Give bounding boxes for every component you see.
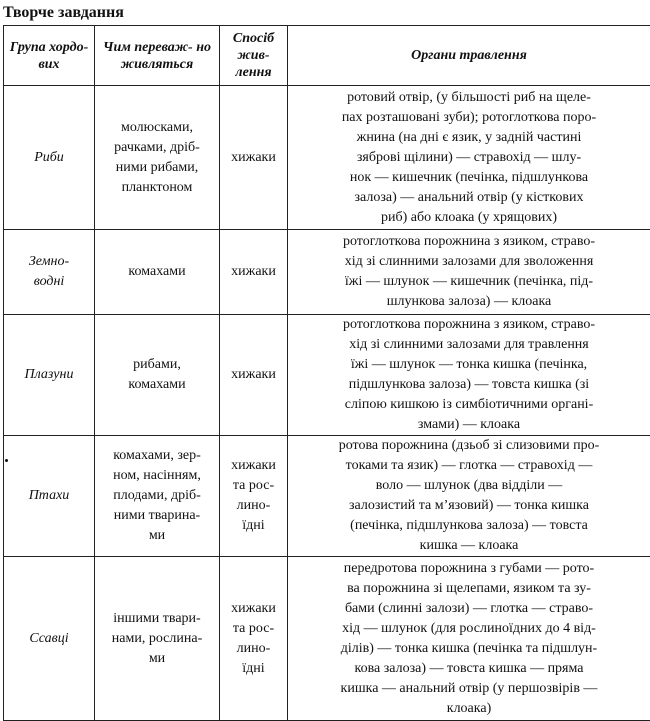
- method-line: та рос-: [220, 619, 287, 639]
- food-line: плодами, дріб-: [95, 486, 219, 506]
- organs-line: жнина (на дні є язик, у задній частині: [288, 128, 650, 148]
- header-method-line: Спосіб: [233, 31, 274, 46]
- header-food-line: но живляться: [121, 40, 211, 72]
- organs-line: підшлункова залоза) — товста кишка (зі: [288, 375, 650, 395]
- food-cell: [95, 230, 220, 315]
- header-group-line: вих: [38, 57, 59, 72]
- organs-line: нок — кишечник (печінка, підшлункова: [288, 168, 650, 188]
- header-group-line: Група: [10, 40, 46, 55]
- food-line: ном, насінням,: [95, 466, 219, 486]
- organs-line: їжі — шлунок — тонка кишка (печінка,: [288, 355, 650, 375]
- method-cell: [220, 315, 288, 436]
- organs-line: клоака): [288, 699, 650, 719]
- organs-line: ротовий отвір, (у більшості риб на щеле-: [288, 88, 650, 108]
- method-line: хижаки: [220, 599, 287, 619]
- group-line: Птахи: [4, 486, 94, 506]
- method-cell: [220, 557, 288, 721]
- method-line: та рос-: [220, 476, 287, 496]
- organs-line: бами (слинні залози) — глотка — страво-: [288, 599, 650, 619]
- organs-line: сліпою кишкою із симбіотичними органі-: [288, 395, 650, 415]
- organs-cell: [288, 557, 650, 721]
- food-cell: [95, 315, 220, 436]
- header-food-line: Чим переваж-: [103, 40, 193, 55]
- organs-line: кова залоза) — товста кишка — пряма: [288, 659, 650, 679]
- food-line: рибами,: [95, 355, 219, 375]
- method-cell: [220, 86, 288, 230]
- header-group: [4, 26, 95, 86]
- food-line: ними тварина-: [95, 506, 219, 526]
- organs-line: пах розташовані зуби); ротоглоткова поро-: [288, 108, 650, 128]
- organs-line: токами та язик) — глотка — стравохід —: [288, 456, 650, 476]
- food-line: ними рибами,: [95, 158, 219, 178]
- group-cell: [4, 436, 95, 557]
- food-line: молюсками,: [95, 118, 219, 138]
- header-method-line: жив-: [237, 48, 269, 63]
- page-title: Творче завдання: [3, 3, 124, 23]
- organs-line: зяброві щілини) — стравохід — шлу-: [288, 148, 650, 168]
- header-group-line: хордо-: [49, 40, 88, 55]
- method-line: хижаки: [220, 262, 287, 282]
- organs-line: кишка — анальний отвір (у першозвірів —: [288, 679, 650, 699]
- method-line: лино-: [220, 496, 287, 516]
- method-line: хижаки: [220, 456, 287, 476]
- food-line: ми: [95, 526, 219, 546]
- food-line: комахами: [95, 262, 219, 282]
- header-method: [220, 26, 288, 86]
- method-line: хижаки: [220, 365, 287, 385]
- food-line: комахами, зер-: [95, 446, 219, 466]
- organs-cell: [288, 315, 650, 436]
- organs-line: хід зі слинними залозами для зволоження: [288, 252, 650, 272]
- digestion-table: [3, 25, 650, 721]
- table-row: [4, 230, 650, 315]
- header-food: [95, 26, 220, 86]
- group-line: Риби: [4, 148, 94, 168]
- organs-line: залозистий та м’язовий) — тонка кишка: [288, 496, 650, 516]
- food-line: комахами: [95, 375, 219, 395]
- food-line: ми: [95, 649, 219, 669]
- organs-cell: [288, 436, 650, 557]
- organs-line: залоза) — анальний отвір (у кісткових: [288, 188, 650, 208]
- method-line: лино-: [220, 639, 287, 659]
- organs-line: кишка — клоака: [288, 536, 650, 556]
- organs-line: ротоглоткова порожнина з язиком, страво-: [288, 315, 650, 335]
- food-line: нами, рослина-: [95, 629, 219, 649]
- group-cell: [4, 86, 95, 230]
- organs-cell: [288, 230, 650, 315]
- food-line: іншими твари-: [95, 609, 219, 629]
- method-line: їдні: [220, 659, 287, 679]
- food-line: рачками, дріб-: [95, 138, 219, 158]
- table-row: [4, 315, 650, 436]
- organs-line: ротоглоткова порожнина з язиком, страво-: [288, 232, 650, 252]
- method-cell: [220, 436, 288, 557]
- organs-line: шлункова залоза) — клоака: [288, 292, 650, 312]
- organs-line: риб) або клоака (у хрящових): [288, 208, 650, 228]
- header-row: [4, 26, 650, 86]
- header-organs-line: Органи травлення: [411, 48, 527, 63]
- table-row: [4, 557, 650, 721]
- organs-line: ротова порожнина (дзьоб зі слизовими про-: [288, 436, 650, 456]
- organs-line: їжі — шлунок — кишечник (печінка, під-: [288, 272, 650, 292]
- header-method-line: лення: [235, 65, 271, 80]
- group-cell: [4, 557, 95, 721]
- table-row: [4, 436, 650, 557]
- organs-line: передротова порожнина з губами — рото-: [288, 559, 650, 579]
- header-organs: [288, 26, 650, 86]
- organs-line: хід зі слинними залозами для травлення: [288, 335, 650, 355]
- organs-line: воло — шлунок (два відділи —: [288, 476, 650, 496]
- group-line: водні: [4, 272, 94, 292]
- food-line: планктоном: [95, 178, 219, 198]
- food-cell: [95, 557, 220, 721]
- organs-line: хід — шлунок (для рослиноїдних до 4 від-: [288, 619, 650, 639]
- food-cell: [95, 86, 220, 230]
- method-line: хижаки: [220, 148, 287, 168]
- method-line: їдні: [220, 516, 287, 536]
- group-cell: [4, 315, 95, 436]
- group-cell: [4, 230, 95, 315]
- method-cell: [220, 230, 288, 315]
- group-line: Ссавці: [4, 629, 94, 649]
- table-row: [4, 86, 650, 230]
- group-line: Земно-: [4, 252, 94, 272]
- organs-line: ва порожнина зі щелепами, язиком та зу-: [288, 579, 650, 599]
- organs-line: змами) — клоака: [288, 415, 650, 435]
- organs-line: ділів) — тонка кишка (печінка та підшлун-: [288, 639, 650, 659]
- organs-line: (печінка, підшлункова залоза) — товста: [288, 516, 650, 536]
- food-cell: [95, 436, 220, 557]
- organs-cell: [288, 86, 650, 230]
- group-line: Плазуни: [4, 365, 94, 385]
